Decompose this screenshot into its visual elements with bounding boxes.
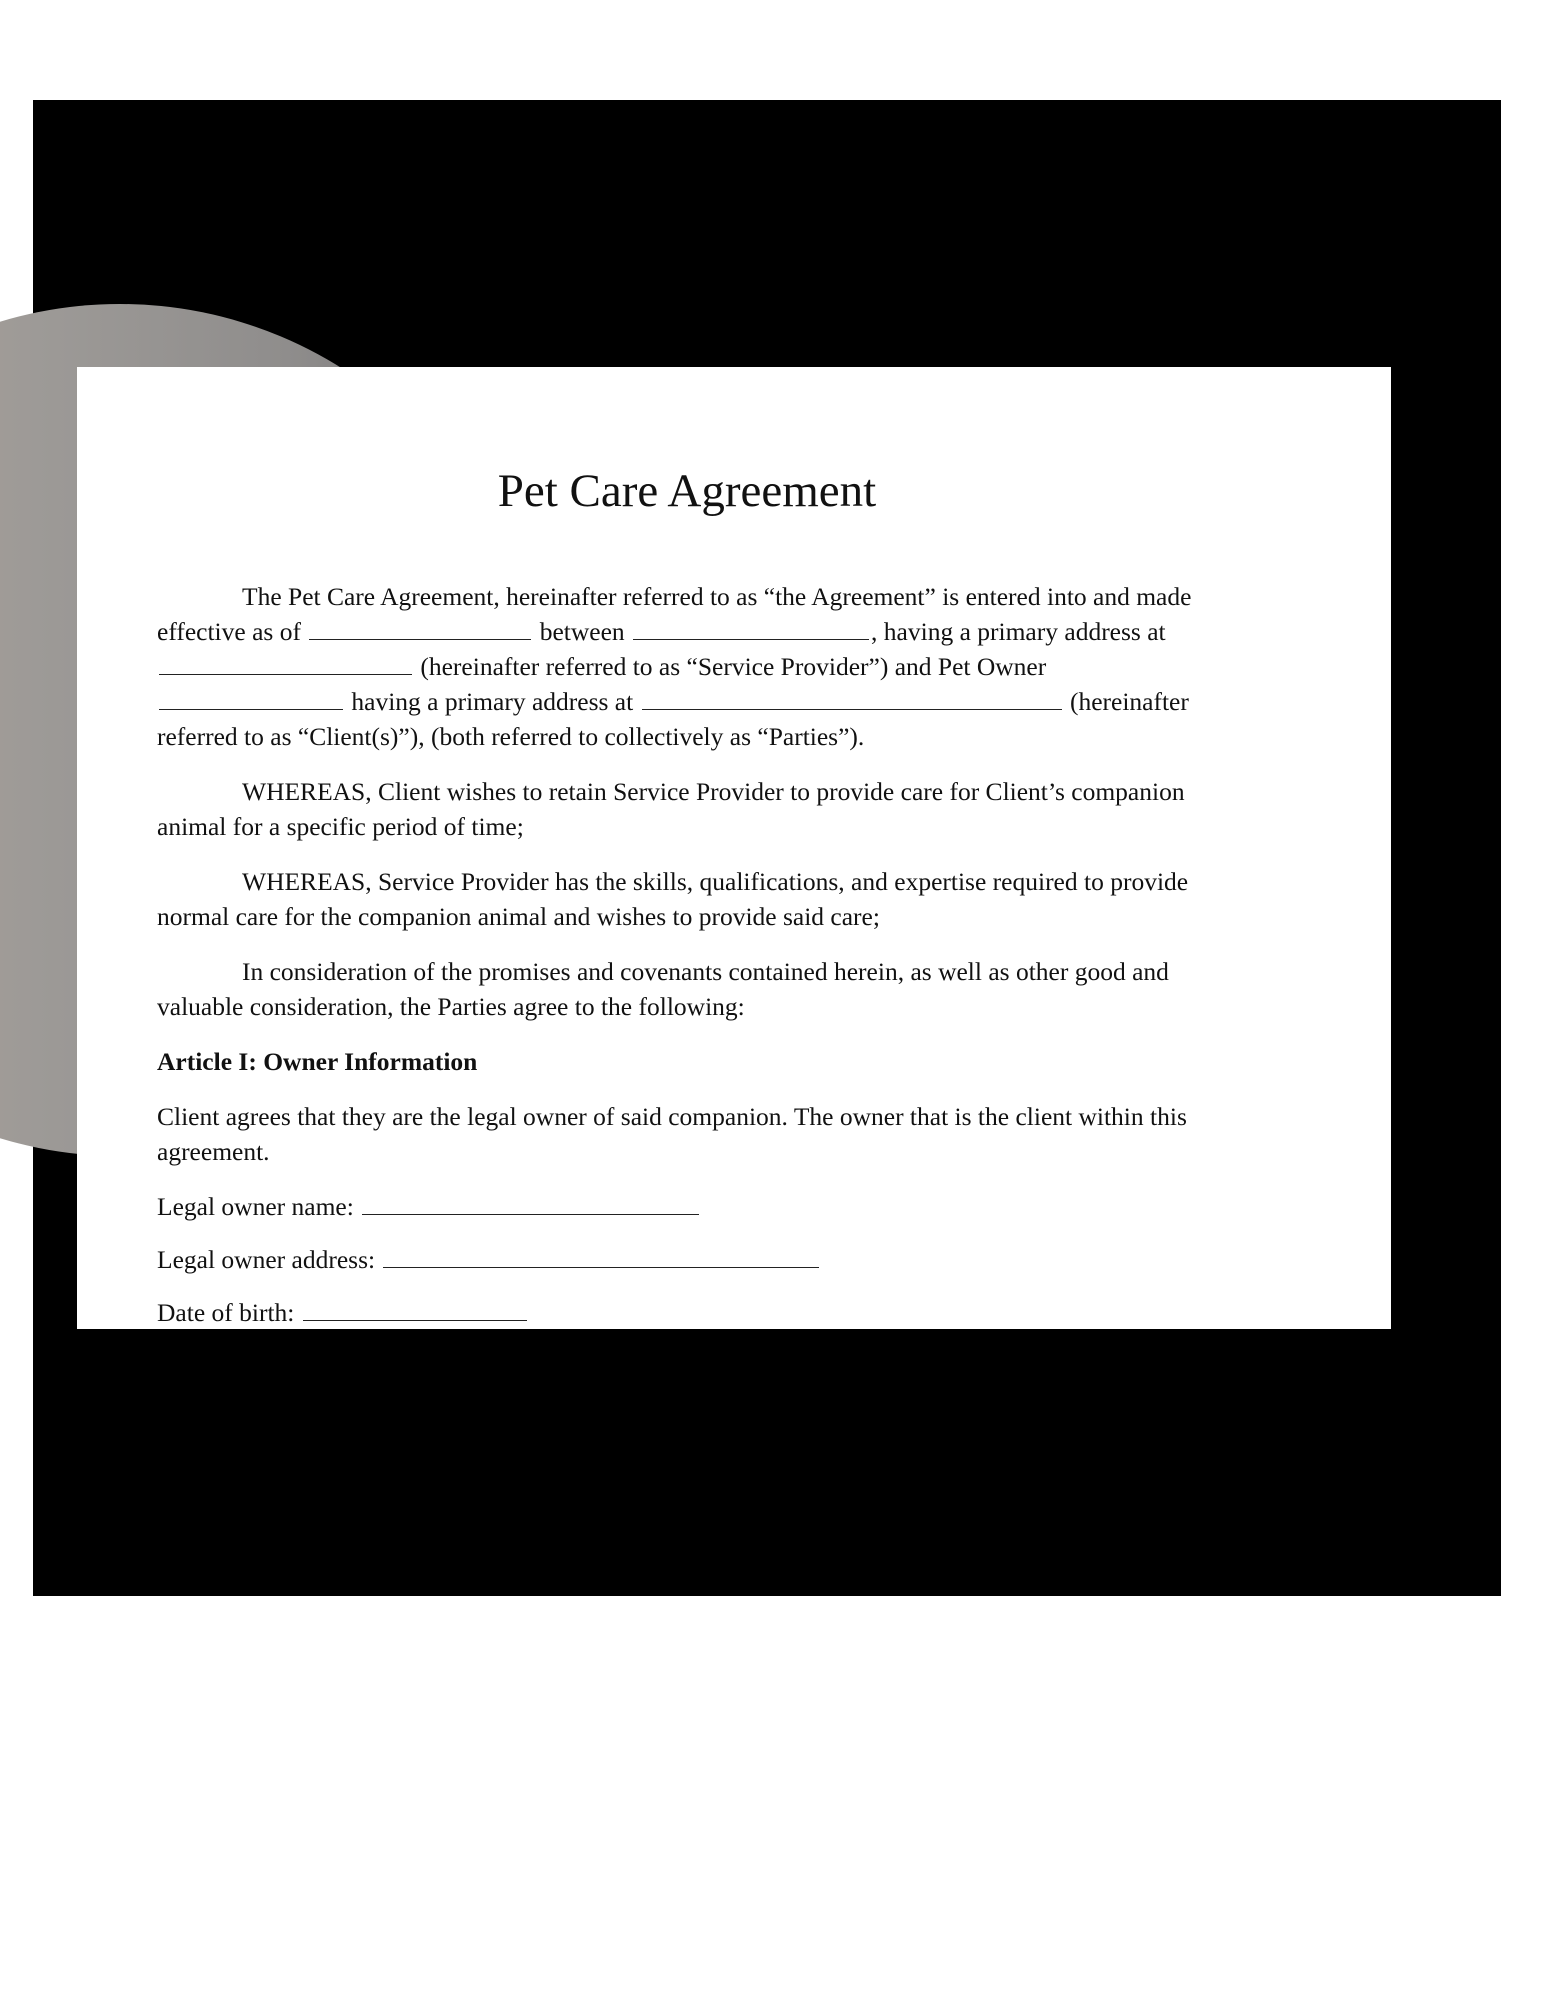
whereas-paragraph-1: WHEREAS, Client wishes to retain Service Provider to provide care for Client’s companion animal for a specific period of time;: [157, 777, 1185, 841]
date-of-birth-blank[interactable]: [303, 1296, 527, 1321]
document-body: [157, 463, 1237, 1348]
effective-date-blank[interactable]: [309, 615, 531, 640]
article-1-heading: Article I: Owner Information: [157, 1047, 478, 1076]
legal-owner-name-blank[interactable]: [362, 1190, 699, 1215]
article-1-text: Client agrees that they are the legal owner of said companion. The owner that is the client within this agreement.: [157, 1102, 1187, 1166]
consideration-paragraph: In consideration of the promises and covenants contained herein, as well as other good and valuable consideration, the Parties agree to the following:: [157, 957, 1169, 1021]
legal-owner-name-label: Legal owner name:: [157, 1192, 354, 1221]
intro-hereinafter-label: (hereinafter: [1069, 687, 1189, 716]
intro-service-provider-text: (hereinafter referred to as “Service Provider”) and Pet Owner: [420, 652, 1047, 681]
intro-owner-address-label: having a primary address at: [351, 687, 634, 716]
intro-paragraph: [157, 579, 1237, 754]
intro-line-5: referred to as “Client(s)”), (both referred to collectively as “Parties”).: [157, 722, 865, 751]
whereas-paragraph-2: WHEREAS, Service Provider has the skills, qualifications, and expertise required to provide normal care for the companion animal and wishes to provide said care;: [157, 867, 1189, 931]
pet-owner-address-blank[interactable]: [642, 685, 1062, 710]
intro-primary-label: , having a primary: [871, 617, 1058, 646]
service-provider-name-blank[interactable]: [633, 615, 869, 640]
service-provider-address-blank[interactable]: [159, 650, 412, 675]
document-page: [77, 367, 1391, 1329]
intro-effective-label: made effective as of: [157, 582, 1192, 646]
intro-line-1: The Pet Care Agreement, hereinafter referred to as “the Agreement” is entered into and: [242, 582, 1130, 611]
pet-owner-name-blank[interactable]: [159, 685, 343, 710]
legal-owner-address-label: Legal owner address:: [157, 1245, 376, 1274]
intro-address-label: address at: [1064, 617, 1166, 646]
date-of-birth-field: [157, 1295, 1237, 1330]
legal-owner-address-blank[interactable]: [383, 1243, 819, 1268]
intro-between-label: between: [539, 617, 625, 646]
legal-owner-name-field: [157, 1189, 1237, 1224]
document-title: Pet Care Agreement: [497, 465, 877, 517]
legal-owner-address-field: [157, 1242, 1237, 1277]
date-of-birth-label: Date of birth:: [157, 1298, 295, 1327]
